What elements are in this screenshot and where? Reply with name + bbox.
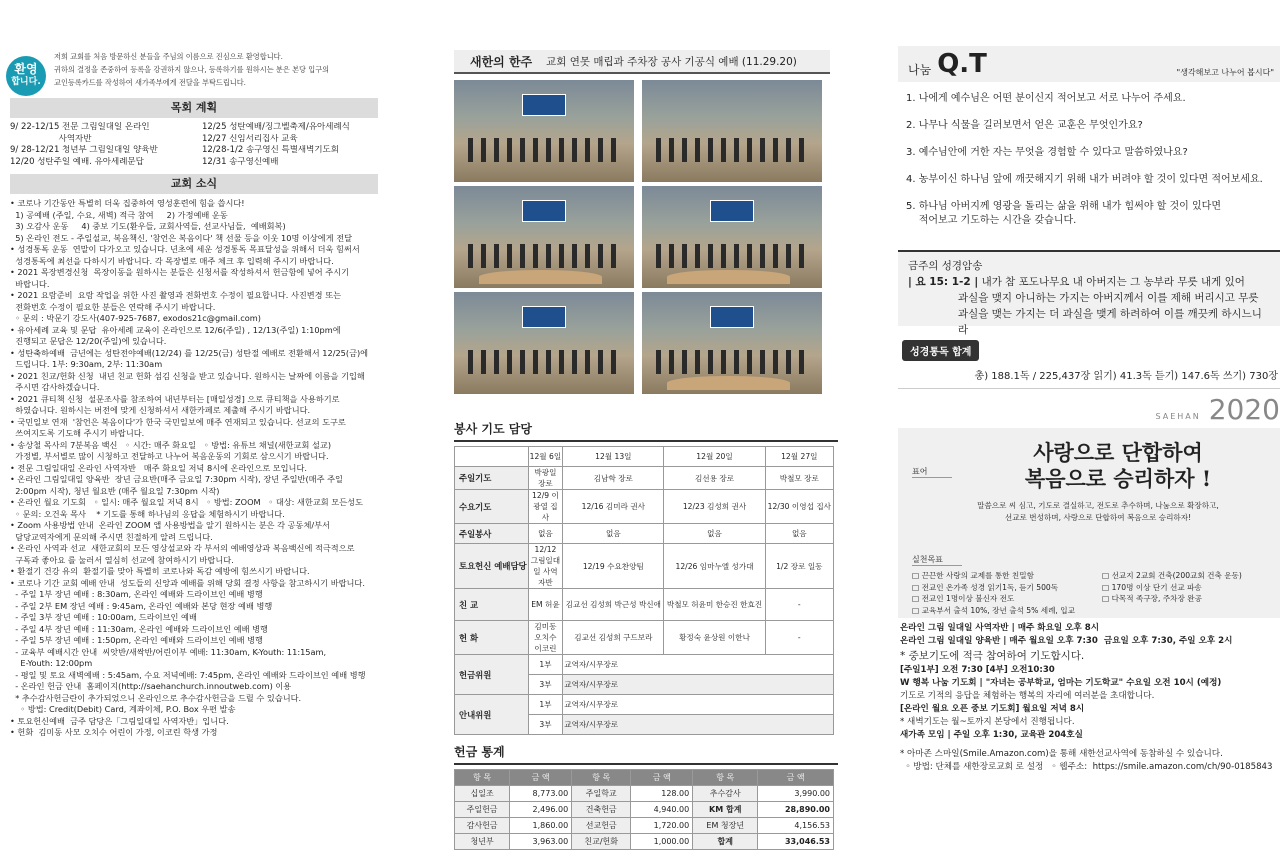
- news-item: 구독과 좋아요 를 눌러서 열심히 선교에 참여하시기 바랍니다.: [10, 554, 234, 565]
- prayer-cell: 박철모 장로: [765, 467, 833, 490]
- right-column: [896, 0, 1280, 864]
- welcome-section: [6, 50, 390, 98]
- groundbreaking-photo: [454, 80, 634, 182]
- news-item: 가정별, 부서별로 많이 시청하고 전달하고 나누어 복음운동의 기회로 삼으시기 바랍니다.: [10, 451, 329, 461]
- news-item: - 주일 2부 EM 장년 예배 : 9:45am, 온라인 예배와 본당 현장 예배 병행: [10, 600, 273, 611]
- news-item: 2:00pm 시작), 청년 월요반 (매주 월요일 7:30pm 시작): [10, 485, 220, 496]
- pastoral-plan-heading: 목회 계획: [10, 98, 378, 118]
- news-item: • 송상철 목사의 7분복음 백신 ◦ 시간: 매주 화요일 ◦ 방법: 유튜브 채널(새한교회 설교): [10, 439, 332, 450]
- offering-cell: 친교/헌화: [572, 834, 631, 850]
- info-line: [주일1부] 오전 7:30 [4부] 오전10:30: [900, 665, 1055, 675]
- news-item: • 성탄축하예배 금년에는 성탄전야예배(12/24) 를 12/25(금) 성탄절 예배로 전환해서 12/25(금)에: [10, 347, 369, 358]
- prayer-cell: 황정숙 윤상원 이한나: [664, 621, 765, 655]
- prayer-cell: 박광일 장로: [528, 467, 563, 490]
- groundbreaking-photo: [454, 292, 634, 394]
- offering-cell: 감사헌금: [455, 818, 510, 834]
- offering-cell: 28,890.00: [758, 802, 834, 818]
- news-item: • 온라인 그림일대일 양육반 장년 금요반(매주 금요일 7:30pm 시작), 장년 주일반(매주 주일: [10, 474, 343, 484]
- offering-cell: 2,496.00: [510, 802, 572, 818]
- offering-cell: 주일학교: [572, 786, 631, 802]
- info-line: 새가족 모임 | 주일 오후 1:30, 교육관 204호실: [900, 730, 1083, 740]
- memory-verse: 금주의 성경암송 | 요 15: 1-2 | 내가 참 포도나무요 내 아버지는 그 농부라 무릇 내게 있어 과실을 맺지 아니하는 가지는 아버지께서 이를 제해 버리시고 무릇 과실을 맺는 가지는 더 과실을 맺게 하려하여 이를 깨끗케 하시느니라: [898, 250, 1280, 326]
- news-item: 3) 오감사 운동 4) 중보 기도(환우들, 교회사역들, 선교사님들, 예배회복): [10, 221, 286, 231]
- practice-goals: 실천목표 □ 끈끈한 사랑의 교제를 통한 친밀함 □ 선교지 2교회 건축(200교회 건축 운동) □ 전교인 온가족 성경 읽기1독, 듣기 500독 □ 170명 이상 단기 선교 파송 □ 전교인 1명이상 불신자 전도 □ 다목적 족구장, 주차장 완공 □ 교육부서 출석 10%, 장년 출석 5% 세례, 입교: [912, 555, 1242, 615]
- left-column: [0, 0, 390, 864]
- info-line: ◦ 방법: 단체를 새한장로교회 로 설정 ◦ 웹주소: https://smile.amazon.com/ch/90-0185843: [900, 762, 1273, 772]
- news-item: • 코로나 기간 교회 예배 안내 성도들의 신앙과 예배를 위해 당회 결정 사항을 참고하시기 바랍니다.: [10, 577, 365, 588]
- offering-heading: 헌금 통계: [454, 743, 838, 765]
- prayer-cell: 김미동 오치수 이코린: [528, 621, 563, 655]
- offering-cell: 3,963.00: [510, 834, 572, 850]
- news-item: 성경통독에 최선을 다하시기 바랍니다. 각 목장별로 매주 체크 후 입력해 주시기 바랍니다.: [10, 255, 334, 266]
- prayer-cell: -: [765, 589, 833, 621]
- offering-cell: 청년부: [455, 834, 510, 850]
- news-item: - 온라인 헌금 안내 홈페이지(http://saehanchurch.innoutweb.com) 이용: [10, 681, 292, 691]
- news-item: 드립니다. 1부: 9:30am, 2부: 11:30am: [10, 359, 163, 369]
- offering-cell: 4,940.00: [631, 802, 693, 818]
- offering-cell: 4,156.53: [758, 818, 834, 834]
- news-item: • 2021 요람준비 요람 작업을 위한 사진 촬영과 전화번호 수정이 필요합니다. 사진변경 또는: [10, 290, 342, 300]
- news-item: - 주일 5부 장년 예배 : 1:50pm, 온라인 예배와 드라이브인 예배 병행: [10, 635, 263, 645]
- motto-description: 말씀으로 씨 심고, 기도로 결실하고, 전도로 추수하며, 나눔으로 확장하고, 선교로 번성하며, 사랑으로 단합하여 복음으로 승리하자!: [977, 501, 1219, 522]
- pastoral-plan-list: 9/ 22-12/15 전문 그림일대일 온라인 12/25 성탄예배/징그벨축제/유아세례식 사역자반 12/27 신임서리집사 교육 9/ 28-12/21 청년부 그림일대일 양육반 12/28-1/2 송구영신 특별새벽기도회 12/20 성탄주일 예배. 유아세례문답 12/31 송구영신예배: [10, 122, 350, 167]
- offering-cell: 1,860.00: [510, 818, 572, 834]
- offering-cell: 33,046.53: [758, 834, 834, 850]
- groundbreaking-photo: [642, 186, 822, 288]
- news-item: • 토요헌신예배 금주 담당은「그림일대일 사역자반」입니다.: [10, 715, 229, 726]
- news-item: • Zoom 사용방법 안내 온라인 ZOOM 앱 사용방법을 알기 원하시는 분은 각 공동체/부서: [10, 520, 330, 530]
- news-item: - 주일 4부 장년 예배 : 11:30am, 온라인 예배와 드라이브인 예배 병행: [10, 623, 268, 634]
- prayer-cell: 12/26 임마누엘 성가대: [664, 544, 765, 589]
- prayer-cell: 없음: [664, 524, 765, 544]
- news-item: • 전문 그림일대일 온라인 사역자반 매주 화요일 저녁 8시에 온라인으로 모입니다.: [10, 462, 307, 473]
- news-item: • 2021 목장변경신청 목장이동을 원하시는 분들은 신청서를 작성하셔서 헌금함에 넣어 주시기: [10, 267, 350, 277]
- offering-cell: 주일헌금: [455, 802, 510, 818]
- reading-total-tag: 성경통독 합계: [902, 340, 979, 361]
- info-line: 기도로 기적의 응답을 체험하는 행복의 자리에 여러분을 초대합니다.: [900, 691, 1155, 701]
- news-item: 쓰여지도록 기도해 주시기 바랍니다.: [10, 428, 145, 438]
- prayer-cell: 12/30 이영섭 집사: [765, 490, 833, 524]
- groundbreaking-photo: [454, 186, 634, 288]
- prayer-cell: 김교선 김성희 구드보라: [563, 621, 664, 655]
- news-item: 담당교역자에게 문의해 주시면 친절하게 알려 드립니다.: [10, 531, 213, 542]
- info-line: [온라인 월요 오픈 중보 기도회] 월요일 저녁 8시: [900, 704, 1085, 714]
- prayer-schedule-heading: 봉사 기도 담당: [454, 420, 838, 442]
- offering-cell: 추수감사: [693, 786, 758, 802]
- news-item: • 유아세례 교육 및 문답 유아세례 교육이 온라인으로 12/6(주일) , 12/13(주일) 1:10pm에: [10, 324, 341, 335]
- news-item: ◦ 문의 : 박문기 강도사(407-925-7687, exodos21c@gmail.com): [10, 313, 261, 323]
- motto-slogan: 사랑으로 단합하여 복음으로 승리하자 !: [1024, 440, 1212, 491]
- groundbreaking-photo: [642, 292, 822, 394]
- prayer-cell: EM 허윤: [528, 589, 563, 621]
- news-item: ◦ 방법: Credit(Debit) Card, 계좌이체, P.O. Box 우편 발송: [10, 704, 236, 714]
- welcome-badge: 환영 합니다.: [6, 56, 46, 96]
- qt-questions: 1. 나에게 예수님은 어떤 분이신지 적어보고 서로 나누어 주세요. 2. 나무나 식물을 길러보면서 얻은 교훈은 무엇인가요? 3. 예수님안에 거한 자는 무엇을 경험할 수 있다고 말씀하였나요? 4. 농부이신 하나님 앞에 깨끗해지기 위해 내가 버려야 할 것이 있다면 적어보세요. 5. 하나님 아버지께 영광을 돌리는 삶을 위해 내가 힘써야 할 것이 있다면 적어보고 기도하는 시간을 갖습니다.: [906, 93, 1263, 226]
- photo-grid: [454, 80, 830, 394]
- info-line: 온라인 그림 일대일 양육반 | 매주 월요일 오후 7:30 금요일 오후 7:30, 주일 오후 2시: [900, 636, 1233, 646]
- prayer-cell: 12/16 김미라 권사: [563, 490, 664, 524]
- prayer-cell: 12/19 수요찬양팀: [563, 544, 664, 589]
- offering-cell: 십일조: [455, 786, 510, 802]
- news-item: • 2021 친교/헌화 신청 내년 친교 헌화 섬김 신청을 받고 있습니다. 원하시는 날짜에 이름을 기입해: [10, 370, 365, 381]
- offering-cell: EM 청장년: [693, 818, 758, 834]
- prayer-cell: 김선용 장로: [664, 467, 765, 490]
- offering-cell: 1,000.00: [631, 834, 693, 850]
- news-item: • 코로나 기간동안 특별히 더욱 집중하여 영성훈련에 힘을 씁시다!: [10, 198, 245, 208]
- welcome-text: 저희 교회를 처음 방문하신 분들을 주님의 이름으로 진심으로 환영합니다. 귀하의 결정을 존중하여 등록을 강권하지 않으나, 등록하기를 원하시는 분은 본당 입구의 교인등록카드를 작성하여 새가족부에게 전달을 부탁드립니다.: [54, 52, 330, 87]
- info-line: W 행복 나눔 기도회 | "자녀는 공부학교, 엄마는 기도학교" 수요일 오전 10시 (예정): [900, 678, 1222, 688]
- news-item: * 추수감사헌금란이 추가되었으니 온라인으로 추수감사헌금을 드릴 수 있습니다.: [10, 692, 302, 703]
- offering-cell: KM 합계: [693, 802, 758, 818]
- prayer-cell: 12/9 이광열 집사: [528, 490, 563, 524]
- news-item: ◦ 문의: 오건욱 목사 * 기도를 통해 하나님의 응답을 체험하시기 바랍니다.: [10, 508, 285, 519]
- news-item: 전화번호 수정이 필요한 분들은 연락해 주시기 바랍니다.: [10, 301, 216, 312]
- photo-caption: 교회 연못 매립과 주차장 공사 기공식 예배 (11.29.20): [546, 55, 797, 68]
- prayer-cell: 1/2 장로 일동: [765, 544, 833, 589]
- news-item: - 평일 및 토요 새벽예배 : 5:45am, 수요 저녁예배: 7:45pm, 온라인 예배와 드라이브인 예배 병행: [10, 669, 366, 680]
- prayer-schedule-table: 12월 6일 12월 13일 12월 20일 12월 27일 주일기도 박광일 장로 김남학 장로 김선용 장로 박철모 장로 수요기도 12/9 이광열 집사 12/16 김미라 권사 12/23 김성희 권사 12/30 이영섭 집사 주일봉사 없음 없음 없음 없음 토요헌신 예배담당 12/12 그림일대일 사역자반 12/19 수요찬양팀 12/26 임마누엘 성가대 1/2 장로 일동 친 교 EM 허윤 김교선 김성희 박근성 박신애 박철모 허윤미 한승진 한효진 - 헌 화 김미동 오치수 이코린 김교선 김성희 구드보라 황정숙 윤상원 이한나 - 헌금위원 1부 교역자/시무장로 3부 교역자/시무장로 안내위원 1부 교역자/시무장로 3부 교역자/시무장로: [454, 446, 834, 735]
- church-news-list: [6, 194, 382, 739]
- year-banner: SAEHAN 2020: [898, 388, 1280, 426]
- news-item: • 국민일보 연재 '참언은 복음이다'가 한국 국민일보에 매주 연재되고 있습니다. 선교의 도구로: [10, 416, 346, 427]
- groundbreaking-photo: [642, 80, 822, 182]
- news-item: 진행되고 문답은 12/20(주일)에 있습니다.: [10, 336, 167, 346]
- offering-table: 항 목 금 액 항 목 금 액 항 목 금 액 십일조 8,773.00 주일학교 128.00 추수감사 3,990.00 주일헌금 2,496.00 건축헌금 4,940.00 KM 합계 28,890.00 감사헌금 1,860.00 선교헌금 1,720.00 EM 청장년 4,156.53 청년부 3,963.00 친교/헌화 1,000.00 합계 33,046.53: [454, 769, 834, 850]
- news-item: 바랍니다.: [10, 278, 50, 289]
- news-item: 주시면 감사하겠습니다.: [10, 382, 100, 392]
- church-news-heading: 교회 소식: [10, 174, 378, 194]
- news-item: 5) 온라인 전도 - 주일설교, 복음책신, '참언은 복음이다' 책 선물 등을 이웃 10명 이상에게 전달: [10, 232, 353, 243]
- news-item: • 헌화 김미동 사모 오치수 어린이 가정, 이코린 학생 가정: [10, 727, 218, 737]
- prayer-cell: 없음: [765, 524, 833, 544]
- prayer-cell: 김남학 장로: [563, 467, 664, 490]
- prayer-cell: 12/12 그림일대일 사역자반: [528, 544, 563, 589]
- prayer-meeting-info: [898, 618, 1278, 774]
- news-item: • 온라인 월요 기도회 ◦ 일시: 매주 월요일 저녁 8시 ◦ 방법: ZOOM ◦ 대상: 새한교회 모든성도: [10, 497, 363, 507]
- news-item: - 주일 3부 장년 예배 : 10:00am, 드라이브인 예배: [10, 612, 197, 622]
- prayer-cell: 없음: [563, 524, 664, 544]
- info-line: 온라인 그림 일대일 사역자반 | 매주 화요일 오후 8시: [900, 623, 1100, 633]
- news-item: 1) 공예배 (주일, 수요, 새벽) 적극 참여 2) 가정예배 운동: [10, 209, 228, 220]
- qt-title: Q.T: [937, 49, 987, 79]
- qt-header: 나눔 Q.T "생각해보고 나누어 봅시다": [898, 46, 1280, 82]
- news-item: • 2021 큐티책 신청 설문조사를 참조하여 내년부터는 [매일성경] 으로 큐티책을 사용하기로: [10, 393, 340, 404]
- photo-section-header: [454, 50, 830, 74]
- offering-cell: 선교헌금: [572, 818, 631, 834]
- news-item: E-Youth: 12:00pm: [10, 658, 93, 668]
- photo-section-title: 새한의 한주: [470, 54, 533, 69]
- offering-cell: 1,720.00: [631, 818, 693, 834]
- info-line: * 중보기도에 적극 참여하여 기도합시다.: [900, 650, 1085, 662]
- middle-column: [450, 0, 840, 864]
- offering-cell: 3,990.00: [758, 786, 834, 802]
- info-line: * 새벽기도는 월~토까지 본당에서 진행됩니다.: [900, 717, 1075, 727]
- news-item: 하였습니다. 원하시는 버전에 맞게 신청하셔서 새한카페로 제출해 주시기 바랍니다.: [10, 405, 311, 415]
- offering-cell: 건축헌금: [572, 802, 631, 818]
- prayer-cell: -: [765, 621, 833, 655]
- news-item: - 주일 1부 장년 예배 : 8:30am, 온라인 예배와 드라이브인 예배 병행: [10, 589, 263, 599]
- prayer-cell: 박철모 허윤미 한승진 한효진: [664, 589, 765, 621]
- motto-box: 표어 사랑으로 단합하여 복음으로 승리하자 ! 말씀으로 씨 심고, 기도로 결실하고, 전도로 추수하며, 나눔으로 확장하고, 선교로 번성하며, 사랑으로 단합하여 복음으로 승리하자! 실천목표 □ 끈끈한 사랑의 교제를 통한 친밀함 □ 선교지 2교회 건축(200교회 건축 운동) □ 전교인 온가족 성경 읽기1독, 듣기 500독 □ 170명 이상 단기 선교 파송 □ 전교인 1명이상 불신자 전도 □ 다목적 족구장, 주차장 완공 □ 교육부서 출석 10%, 장년 출석 5% 세례, 입교: [898, 428, 1280, 618]
- news-item: • 온라인 사역과 선교 새한교회의 모든 영상설교와 각 부서의 예배영상과 복음백신에 적극적으로: [10, 543, 355, 553]
- prayer-cell: 김교선 김성희 박근성 박신애: [563, 589, 664, 621]
- news-item: • 환절기 건강 유의 환절기를 맞아 특별히 코로나와 독감 예방에 힘쓰시기 바랍니다.: [10, 566, 310, 576]
- offering-cell: 128.00: [631, 786, 693, 802]
- prayer-cell: 없음: [528, 524, 563, 544]
- offering-cell: 8,773.00: [510, 786, 572, 802]
- reading-total: 총) 188.1독 / 225,437장 읽기) 41.3독 듣기) 147.6독 쓰기) 730장: [974, 371, 1278, 382]
- info-line: * 아마존 스마일(Smile.Amazon.com)을 통해 새한선교사역에 동참하실 수 있습니다.: [900, 749, 1223, 759]
- prayer-cell: 12/23 김성희 권사: [664, 490, 765, 524]
- news-item: • 성경통독 운동 연말이 다가오고 있습니다. 년초에 세운 성경통독 목표달성을 위해서 더욱 힘써서: [10, 244, 360, 254]
- offering-cell: 합계: [693, 834, 758, 850]
- news-item: - 교육부 예배시간 안내 씨앗반/새싹반/어린이부 예배: 11:30am, K-Youth: 11:15am,: [10, 646, 327, 657]
